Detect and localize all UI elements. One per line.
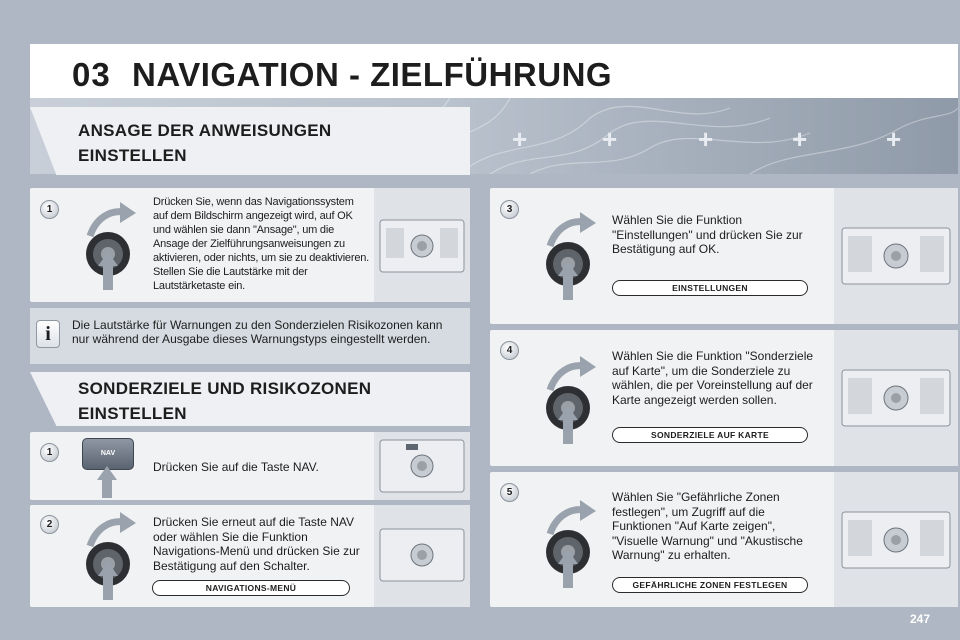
press-arrow-icon [97, 466, 117, 498]
step-number-badge: 3 [500, 200, 519, 219]
step-text: Wählen Sie "Gefährliche Zonen festlegen", um Zugriff auf die Funktionen "Auf Karte zeigen", "Visuelle Warnung" und "Akustische Warnung" zu erhalten. [612, 490, 803, 562]
step-text: Drücken Sie auf die Taste NAV. [153, 460, 319, 474]
section-title-line: ANSAGE DER ANWEISUNGEN [78, 121, 332, 140]
section-title [78, 118, 331, 168]
radio-unit-thumbnail [834, 472, 958, 607]
step-text: Drücken Sie erneut auf die Taste NAV oder wählen Sie die Funktion Navigations-Menü und drücken Sie zur Bestätigung auf den Schalter. [153, 515, 360, 573]
step-number-badge: 2 [40, 515, 59, 534]
step-number-badge: 1 [40, 443, 59, 462]
info-text: Die Lautstärke für Warnungen zu den Sonderzielen Risikozonen kann nur während der Ausgabe dieses Warnungstyps eingestellt werden. [72, 318, 443, 346]
plus-icon: + [886, 124, 902, 154]
radio-unit-thumbnail [374, 432, 470, 500]
menu-label-pill: GEFÄHRLICHE ZONEN FESTLEGEN [612, 577, 808, 593]
page-title: NAVIGATION - ZIELFÜHRUNG [132, 56, 613, 93]
section-title-line: EINSTELLEN [78, 404, 187, 423]
rotary-knob-icon [536, 494, 610, 594]
menu-label-pill: SONDERZIELE AUF KARTE [612, 427, 808, 443]
page-number: 247 [909, 612, 930, 626]
section-title-line: EINSTELLEN [78, 146, 187, 165]
menu-label-pill: NAVIGATIONS-MENÜ [152, 580, 350, 596]
rotary-knob-icon [536, 206, 610, 306]
step-number-badge: 1 [40, 200, 59, 219]
step-text: Wählen Sie die Funktion "Einstellungen" und drücken Sie zur Bestätigung auf OK. [612, 213, 803, 256]
step-number-badge: 4 [500, 341, 519, 360]
nav-button-icon: NAV [82, 438, 134, 470]
plus-icon: + [792, 124, 808, 154]
chapter-number: 03 [72, 56, 111, 93]
rotary-knob-icon [536, 350, 610, 450]
radio-unit-thumbnail [834, 330, 958, 466]
step-text: Wählen Sie die Funktion "Sonderziele auf Karte", um die Sonderziele zu wählen, die per Voreinstellung auf der Karte angezeigt werden sollen. [612, 349, 814, 407]
plus-icon: + [512, 124, 528, 154]
radio-unit-thumbnail [374, 505, 470, 607]
info-icon: i [36, 320, 60, 348]
step-number-badge: 5 [500, 483, 519, 502]
section-title [78, 376, 371, 426]
radio-unit-thumbnail [374, 188, 470, 302]
menu-label-pill: EINSTELLUNGEN [612, 280, 808, 296]
plus-icon: + [698, 124, 714, 154]
rotary-knob-icon [76, 196, 150, 296]
section-title-line: SONDERZIELE UND RISIKOZONEN [78, 379, 372, 398]
radio-unit-thumbnail [834, 188, 958, 324]
step-text: Drücken Sie, wenn das Navigationssystem auf dem Bildschirm angezeigt wird, auf OK und wählen sie dann "Ansage", um die Ansage der Zielführungsanweisungen zu aktivieren, oder nichts, um sie zu deaktivieren. Stellen Sie die Lautstärke mit der Lautstärketaste ein. [153, 196, 370, 292]
rotary-knob-icon [76, 508, 150, 606]
plus-icon: + [602, 124, 618, 154]
